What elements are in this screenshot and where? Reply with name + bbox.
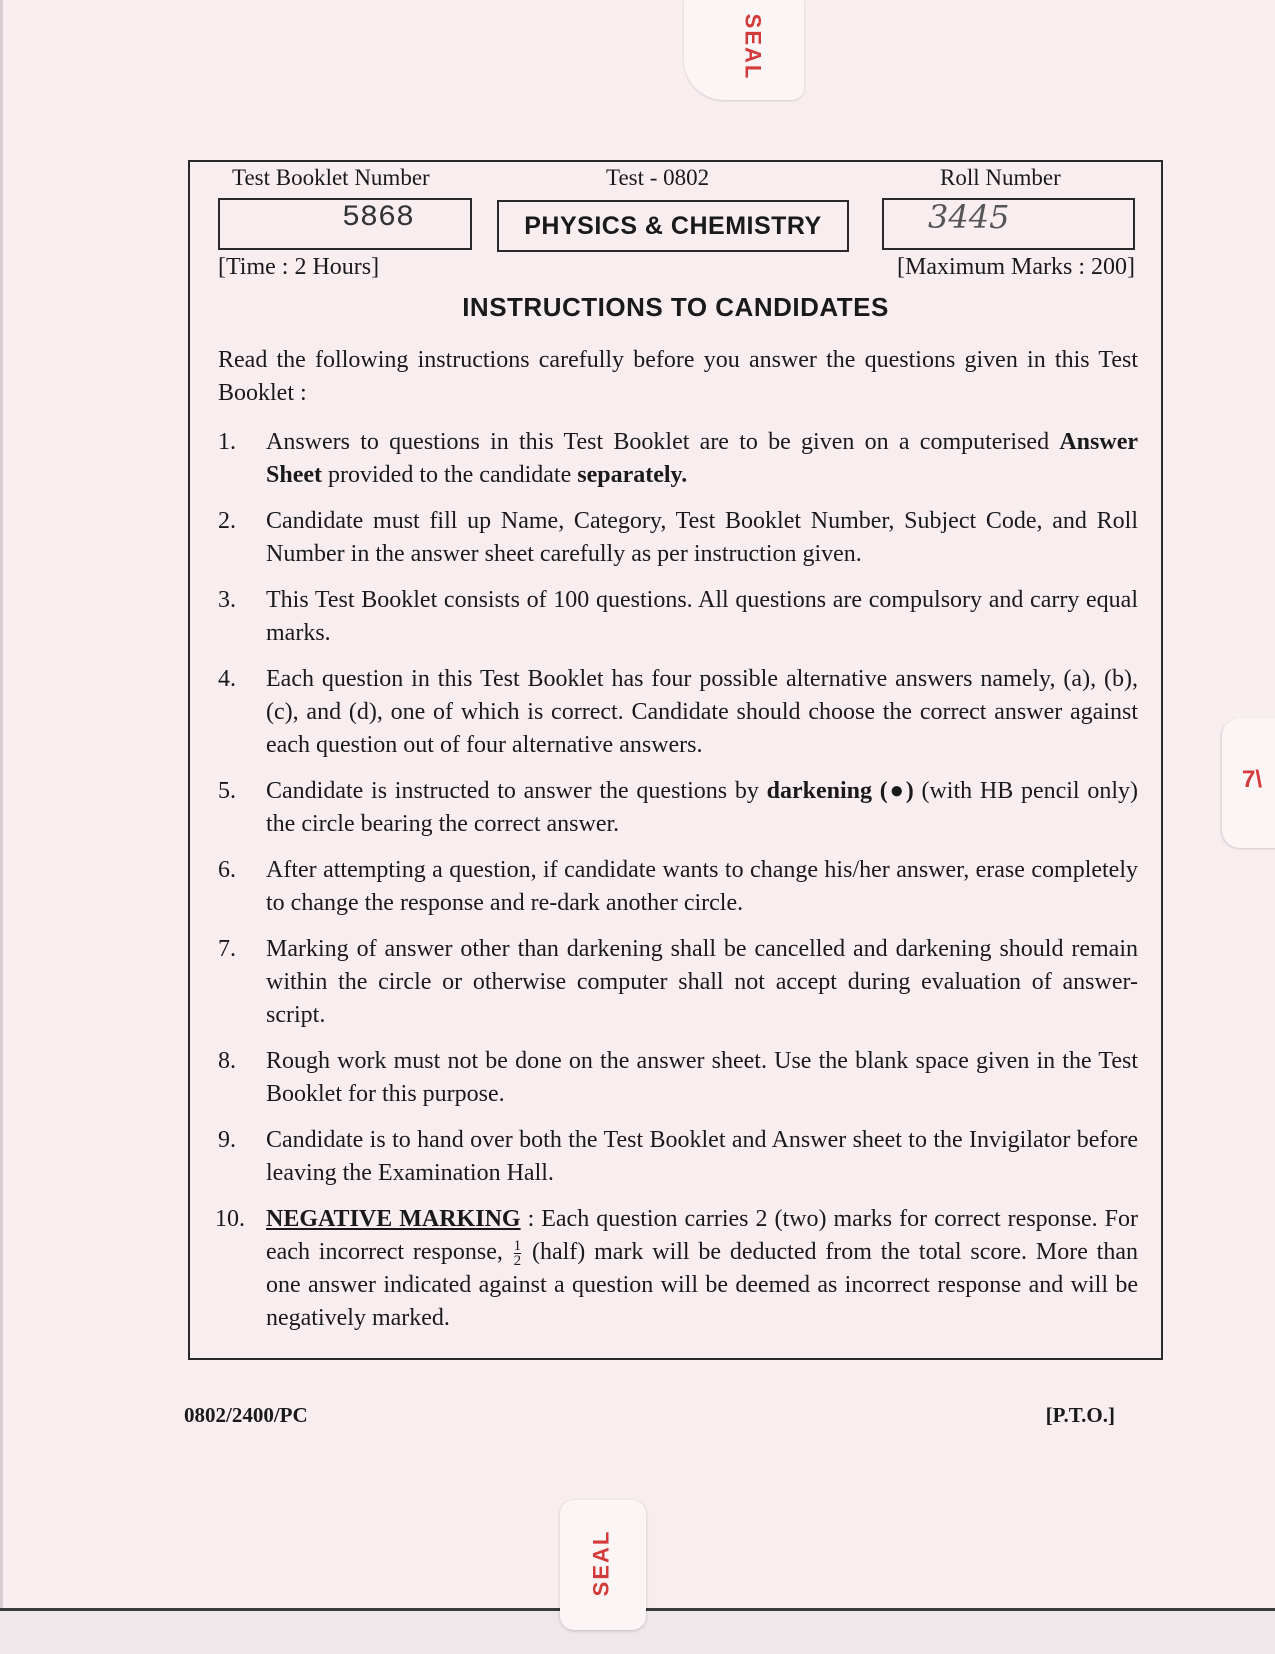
list-item: 4. Each question in this Test Booklet has four possible alternative answers namely, (a), (b), (c), and (d), one of which is correct. Candidate should choose the correct answer against each question out of four alternative answers. xyxy=(218,666,1138,758)
list-item-negative-marking: 10. NEGATIVE MARKING : Each question carries 2 (two) marks for correct response. For each incorrect response, $\frac{1}{2}$ (half) mark will be deducted from the total score. More than one answer indicated against a question will be deemed as incorrect response and will be negatively marked. xyxy=(215,1206,1138,1331)
half-fraction: $\frac{1}{2}$ xyxy=(513,1237,522,1269)
intro-text: Read the following instructions carefully before you answer the questions given in this Test Booklet : xyxy=(218,347,1138,406)
list-item: 5. Candidate is instructed to answer the questions by darkening (●) (with HB pencil only) the circle bearing the correct answer. xyxy=(218,778,1139,837)
booklet-number-label: Test Booklet Number xyxy=(232,165,430,190)
max-marks: [Maximum Marks : 200] xyxy=(897,254,1135,280)
side-tab xyxy=(1222,718,1275,848)
seal-label: SEAL xyxy=(588,1529,614,1597)
side-tab-label: 7\ xyxy=(1242,766,1263,793)
footer-code: 0802/2400/PC xyxy=(184,1403,308,1427)
list-item: 9. Candidate is to hand over both the Test Booklet and Answer sheet to the Invigilator before leaving the Examination Hall. xyxy=(218,1127,1138,1186)
page-title: INSTRUCTIONS TO CANDIDATES xyxy=(462,292,889,322)
test-code-label: Test - 0802 xyxy=(606,165,710,190)
list-item: 1. Answers to questions in this Test Booklet are to be given on a computerised Answer Sheet provided to the candidate separately. xyxy=(218,429,1138,488)
seal-sticker-top xyxy=(684,0,804,100)
list-item: 6. After attempting a question, if candidate wants to change his/her answer, erase completely to change the response and re-dark another circle. xyxy=(218,857,1138,916)
page-left-edge xyxy=(0,0,3,1651)
roll-number-label: Roll Number xyxy=(940,165,1061,190)
subject-box: PHYSICS & CHEMISTRY xyxy=(497,200,849,252)
footer-pto: [P.T.O.] xyxy=(1045,1403,1115,1427)
list-item: 7. Marking of answer other than darkening shall be cancelled and darkening should remain within the circle or otherwise computer shall not accept during evaluation of answer-script. xyxy=(218,936,1138,1028)
booklet-number-value: 5868 xyxy=(342,201,415,235)
list-item: 8. Rough work must not be done on the answer sheet. Use the blank space given in the Test Booklet for this purpose. xyxy=(218,1048,1138,1107)
list-item: 2. Candidate must fill up Name, Category, Test Booklet Number, Subject Code, and Roll Number in the answer sheet carefully as per instruction given. xyxy=(218,508,1138,567)
instruction-list xyxy=(215,426,1139,1348)
seal-label: SEAL xyxy=(740,13,766,81)
seal-sticker-bottom xyxy=(560,1500,646,1630)
list-item: 3. This Test Booklet consists of 100 questions. All questions are compulsory and carry equal marks. xyxy=(218,587,1138,646)
time-limit: [Time : 2 Hours] xyxy=(218,254,380,280)
roll-number-value: 3445 xyxy=(928,198,1010,236)
